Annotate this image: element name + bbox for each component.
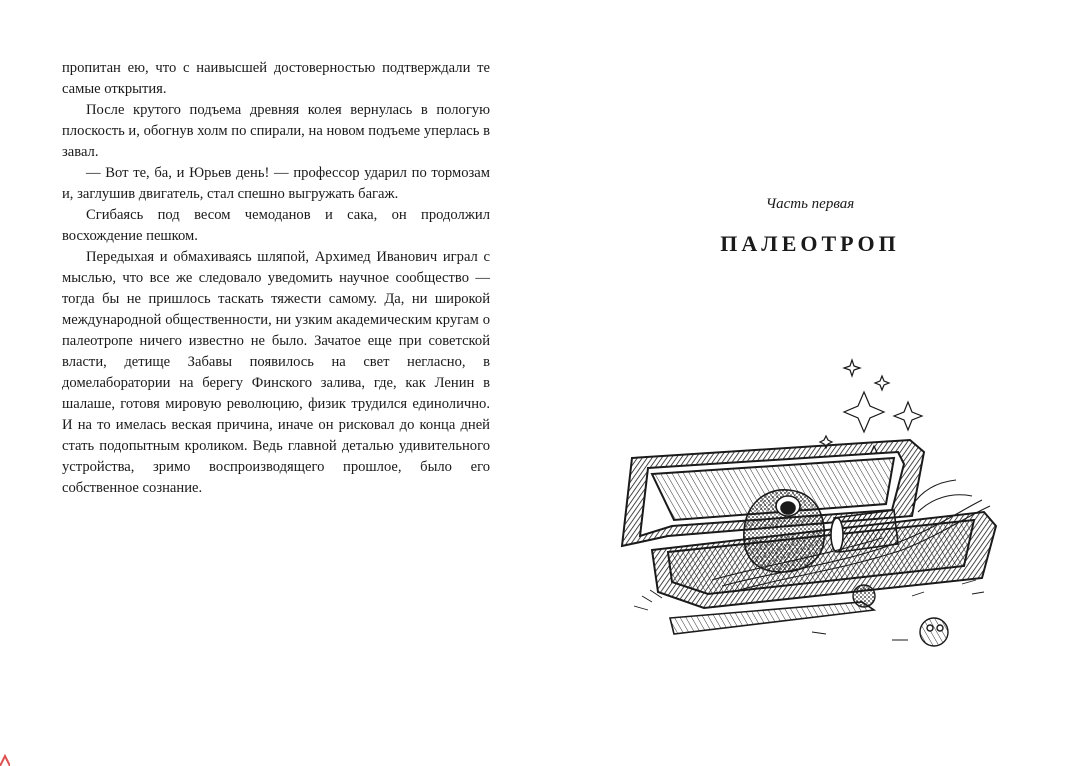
stone-artifact xyxy=(744,490,824,572)
page-corner-mark xyxy=(0,752,10,766)
paragraph: пропитан ею, что с наивысшей достоверностью подтверждали те самые открытия. xyxy=(62,60,490,97)
body-text xyxy=(62,58,490,499)
part-title: ПАЛЕОТРОП xyxy=(720,231,900,256)
paragraph: Сгибаясь под весом чемоданов и сака, он продолжил восхождение пешком. xyxy=(62,207,490,244)
right-page xyxy=(540,0,1080,766)
paragraph: После крутого подъема древняя колея вернулась в пологую плоскость и, обогнув холм по спирали, на новом подъеме уперлась в завал. xyxy=(62,102,490,160)
round-items xyxy=(853,585,948,646)
part-label: Часть первая xyxy=(765,196,855,212)
box-illustration xyxy=(612,340,1024,660)
paragraph: Передыхая и обмахиваясь шляпой, Архимед Иванович играл с мыслью, что все же следовало уведомить научное сообщество — тогда бы не пришлось таскать тяжести самому. Да, ни широкой международной общественности, ни узким академическим кругам о палеотропе ничего известно не было. Зачатое еще при советской власти, детище Забавы появилось на свет негласно, в домелаборатории на берегу Финского залива, где, как Ленин в шалаше, готовя мировую революцию, физик трудился единолично. И на то имелась веская причина, иначе он рисковал до конца дней стать подопытным кроликом. Ведь главной деталью удивительного устройства, зримо воспроизводящего прошлое, было его собственное сознание. xyxy=(62,249,490,496)
paragraph: — Вот те, ба, и Юрьев день! — профессор ударил по тормозам и, заглушив двигатель, стал спешно выгружать багаж. xyxy=(62,165,490,202)
